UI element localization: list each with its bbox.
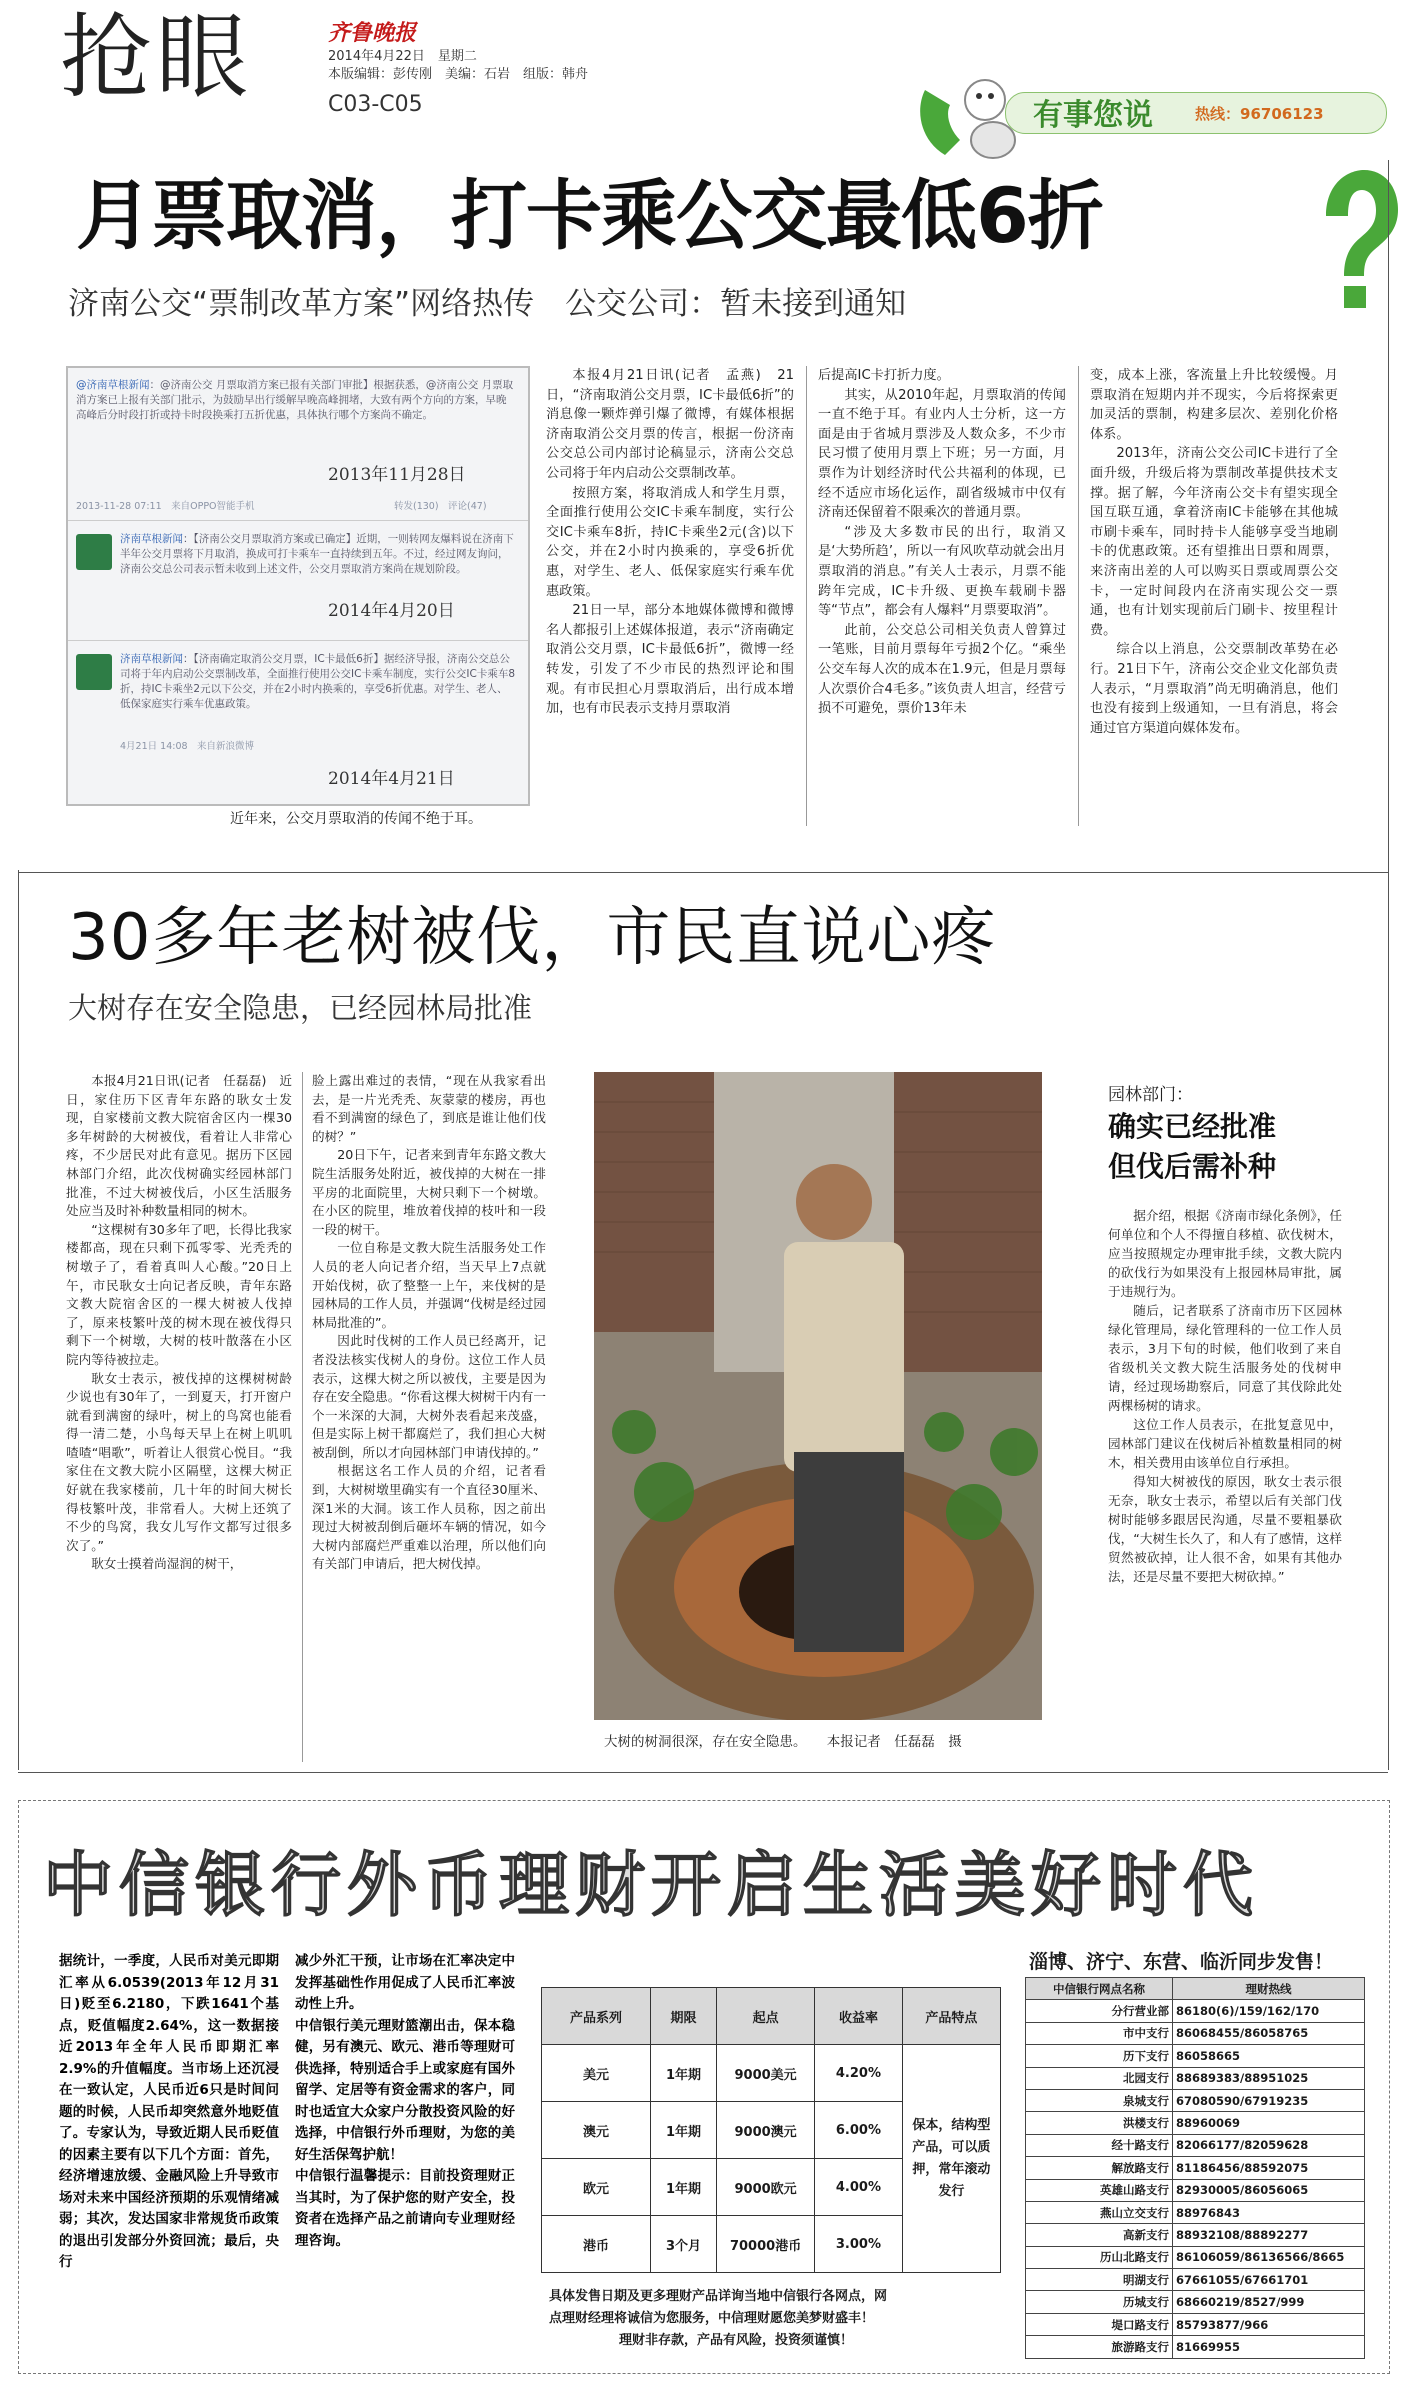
table-row: [1026, 2112, 1365, 2134]
avatar: [76, 654, 112, 690]
weibo-username: 济南草根新闻: [120, 653, 183, 665]
table-cell: 1年期: [651, 2159, 717, 2216]
branches-title: 淄博、济宁、东营、临沂同步发售！: [1029, 1951, 1334, 1973]
table-row: [542, 1988, 1001, 2045]
table-row: [1026, 2291, 1365, 2313]
branch-name: 市中支行: [1026, 2022, 1173, 2044]
page-rule: [1388, 160, 1389, 1770]
table-cell: 1年期: [651, 2102, 717, 2159]
paragraph: 本报4月21日讯(记者 任磊磊) 近日，家住历下区青年东路的耿女士发现，自家楼前文教大院宿舍区内一棵30多年树龄的大树被伐，看着让人非常心疼，不少居民对此有意见。据历下区园林部门介绍，此次伐树确实经园林部门批准，不过大树被伐后，小区生活服务处应当及时补种数量相同的树木。: [66, 1073, 292, 1219]
hotline-block: [905, 60, 1385, 170]
story2-subhead: 大树存在安全隐患，已经园林局批准: [68, 991, 533, 1025]
product-table: [541, 1987, 1001, 2273]
table-row: [1026, 2313, 1365, 2335]
table-row: [1026, 1978, 1365, 2000]
paragraph: 一位自称是文教大院生活服务处工作人员的老人向记者介绍，当天早上7点就开始伐树，砍了整整一上午，来伐树的是园林局的工作人员，并强调“伐树是经过园林局批准的”。: [312, 1240, 546, 1330]
table-header: 收益率: [815, 1988, 902, 2045]
weibo-meta: 转发(130) 评论(47): [394, 501, 487, 512]
branch-hotline: 88976843: [1173, 2201, 1365, 2223]
story2-col1: [66, 1072, 292, 1762]
section-divider: [18, 1772, 1388, 1773]
branch-name: 历下支行: [1026, 2045, 1173, 2067]
branch-hotline: 82066177/82059628: [1173, 2134, 1365, 2156]
weibo-username: @济南草根新闻: [76, 379, 150, 391]
editor-line: 本版编辑：彭传刚 美编：石岩 组版：韩舟: [328, 67, 589, 82]
table-row: [1026, 2246, 1365, 2268]
branch-hotline: 81669955: [1173, 2336, 1365, 2358]
branch-name: 历山北路支行: [1026, 2246, 1173, 2268]
branch-name: 分行营业部: [1026, 2000, 1173, 2022]
branch-hotline: 67661055/67661701: [1173, 2269, 1365, 2291]
table-cell: 9000澳元: [716, 2102, 814, 2159]
table-row: [1026, 2000, 1365, 2022]
table-row: [1026, 2067, 1365, 2089]
branch-name: 历城支行: [1026, 2291, 1173, 2313]
paragraph: 耿女士表示，被伐掉的这棵树树龄少说也有30年了，一到夏天，打开窗户就看到满窗的绿叶，树上的鸟窝也能看得一清二楚，小鸟每天早上在树上叽叽喳喳“唱歌”，听着让人很赏心悦目。“我家住在文教大院小区隔壁，这棵大树正好就在我家楼前，几十年的时间大树长得枝繁叶茂，非常看人。大树上还筑了不少的鸟窝，我女儿写作文都写过很多次了。”: [66, 1370, 292, 1553]
branch-hotline: 85793877/966: [1173, 2313, 1365, 2335]
table-row: [542, 2045, 1001, 2102]
paragraph: 这位工作人员表示，在批复意见中，园林部门建议在伐树后补植数量相同的树木，相关费用由该单位自行承担。: [1108, 1417, 1342, 1470]
table-cell: 70000港币: [716, 2216, 814, 2273]
column-divider: [302, 1072, 303, 1762]
column-divider: [1078, 366, 1079, 826]
ad-footnote: 理财非存款，产品有风险，投资须谨慎！: [619, 2333, 854, 2348]
ad-footnote: 具体发售日期及更多理财产品详询当地中信银行各网点，网: [549, 2289, 888, 2304]
paragraph: 综合以上消息，公交票制改革势在必行。21日下午，济南公交企业文化部负责人表示，“月票取消”尚无明确消息，他们也没有接到上级通知，一旦有消息，将会通过官方渠道向媒体发布。: [1090, 642, 1338, 736]
hotline-number: 96706123: [1240, 105, 1324, 123]
branch-name: 泉城支行: [1026, 2089, 1173, 2111]
page-rule: [18, 870, 19, 1770]
table-header: 理财热线: [1173, 1978, 1365, 2000]
weibo-screenshot: [66, 366, 530, 806]
table-cell: 9000美元: [716, 2045, 814, 2102]
divider: [68, 640, 528, 641]
weibo-text: ：@济南公交 月票取消方案已报有关部门审批】根据获悉，@济南公交 月票取消方案已上报有关部门批示，为鼓励早出行缓解早晚高峰拥堵，大致有两个方向的方案，早晚高峰后分时段打折或持卡时段换乘打五折优惠，具体执行哪个方案尚不确定。: [76, 379, 514, 421]
sidebar-headline: 确实已经批准: [1108, 1110, 1277, 1143]
paragraph: 21日一早，部分本地媒体微博和微博名人都报引上述媒体报道，表示“济南确定取消公交月票，IC卡最低6折”，微博一经转发，引发了不少市民的热烈评论和围观。有市民担心月票取消后，出行成本增加，也有市民表示支持月票取消: [546, 603, 794, 717]
branch-name: 旅游路支行: [1026, 2336, 1173, 2358]
story1-headline: 月票取消，打卡乘公交最低6折: [76, 171, 1103, 260]
weibo-text: ：【济南确定取消公交月票，IC卡最低6折】据经济导报，济南公交总公司将于年内启动公交票制改革，全面推行使用公交IC卡乘车制度，实行公交IC卡乘车8折，持IC卡乘坐2元以下公交，并在2小时内换乘的，享受6折优惠。对学生、老人、低保家庭实行乘车优惠政策。: [120, 653, 516, 710]
paragraph: “涉及大多数市民的出行，取消又是‘大势所趋’，所以一有风吹草动就会出月票取消的消息。”有关人士表示，月票不能跨年完成，IC卡升级、更换车载刷卡器等“节点”，都会有人爆料“月票要取消”。: [818, 524, 1066, 619]
paragraph: 变，成本上涨，客流量上升比较缓慢。月票取消在短期内并不现实，今后将探索更加灵活的票制，构建多层次、差别化价格体系。: [1090, 368, 1338, 442]
table-header: 期限: [651, 1988, 717, 2045]
section-divider: [18, 872, 1388, 873]
hotline-number-line: [1195, 103, 1324, 124]
weibo-date: 2014年4月20日: [328, 601, 455, 621]
branch-hotline: 67080590/67919235: [1173, 2089, 1365, 2111]
table-cell: 3.00%: [815, 2216, 902, 2273]
paragraph: 耿女士摸着尚湿润的树干，: [91, 1556, 243, 1572]
ad-title: 中信银行外币理财开启生活美好时代: [43, 1844, 1259, 1926]
bank-advertisement: [18, 1800, 1390, 2374]
table-row: [1026, 2157, 1365, 2179]
branch-hotline: 86106059/86136566/8665: [1173, 2246, 1365, 2268]
ad-col1: 据统计，一季度，人民币对美元即期汇率从6.0539(2013年12月31日)贬至6.2180，下跌1641个基点，贬值幅度2.64%，这一数据接近2013年全年人民币即期汇率2.9%的升值幅度。当市场上还沉浸在一致认定，人民币近6只是时间问题的时候，人民币却突然意外地贬值了。专家认为，导致近期人民币贬值的因素主要有以下几个方面：首先，经济增速放缓、金融风险上升导致市场对未来中国经济预期的乐观情绪减弱；其次，发达国家非常规货币政策的退出引发部分外资回流；最后，央行: [59, 1953, 279, 2270]
weibo-caption: 近年来，公交月票取消的传闻不绝于耳。: [230, 811, 482, 827]
branch-hotline: 68660219/8527/999: [1173, 2291, 1365, 2313]
paragraph: 其实，从2010年起，月票取消的传闻一直不绝于耳。有业内人士分析，这一方面是由于省城月票涉及人数众多，不少市民习惯了使用月票上下班；另一方面，月票作为计划经济时代公共福利的体现，已经不适应市场化运作，副省级城市中仅有济南还保留着不限乘次的普通月票。: [818, 387, 1066, 521]
table-header: 中信银行网点名称: [1026, 1978, 1173, 2000]
table-header: 产品特点: [902, 1988, 1000, 2045]
table-header: 起点: [716, 1988, 814, 2045]
weibo-post: [120, 532, 516, 577]
branch-name: 堤口路支行: [1026, 2313, 1173, 2335]
paragraph: 随后，记者联系了济南市历下区园林绿化管理局，绿化管理科的一位工作人员表示，3月下旬的时候，他们收到了来自省级机关文教大院生活服务处的伐树申请，经过现场勘察后，同意了其伐除此处两棵杨树的请求。: [1108, 1303, 1342, 1413]
section-title: 抢眼: [60, 4, 253, 111]
branch-name: 高新支行: [1026, 2224, 1173, 2246]
table-row: [1026, 2022, 1365, 2044]
branch-hotline: 86068455/86058765: [1173, 2022, 1365, 2044]
table-cell: 1年期: [651, 2045, 717, 2102]
story1-col2: [818, 366, 1066, 826]
ad-footnote: 点理财经理将诚信为您服务，中信理财愿您美梦财盛丰！: [549, 2311, 875, 2326]
story1-col1: [546, 366, 794, 826]
table-row: [1026, 2201, 1365, 2223]
branch-table: [1025, 1977, 1365, 2359]
table-cell: 保本，结构型产品，可以质押，常年滚动发行: [902, 2045, 1000, 2273]
branch-hotline: 82930005/86056065: [1173, 2179, 1365, 2201]
weibo-text: ：【济南公交月票取消方案或已确定】近期，一则转网友爆料说在济南下半年公交月票将下月取消，换成可打卡乘车一直持续到五年。不过，经过网友询问，济南公交总公司表示暂未收到上述文件，公交月票取消方案尚在规划阶段。: [120, 533, 514, 575]
table-row: [1026, 2089, 1365, 2111]
paragraph: 2013年，济南公交公司IC卡进行了全面升级，升级后将为票制改革提供技术支撑。据了解，今年济南公交卡有望实现全国互联互通，拿着济南IC卡能够在其他城市刷卡乘车，同时持卡人能够享受当地刷卡的优惠政策。还有望推出日票和周票，来济南出差的人可以购买日票或周票公交卡，一定时间段内在济南实现公交一票通，也有计划实现前后门刷卡、按里程计费。: [1090, 446, 1338, 638]
story2-headline: 30多年老树被伐，市民直说心疼: [68, 901, 997, 975]
table-row: [1026, 2134, 1365, 2156]
paragraph: 本报4月21日讯(记者 孟燕) 21日，“济南取消公交月票，IC卡最低6折”的消息像一颗炸弹引爆了微博，有媒体根据济南取消公交月票的传言，根据一份济南公交总公司内部讨论稿显示，济南公交总公司将于年内启动公交票制改革。: [546, 368, 794, 481]
table-cell: 9000欧元: [716, 2159, 814, 2216]
branch-hotline: 88960069: [1173, 2112, 1365, 2134]
table-row: [1026, 2179, 1365, 2201]
table-cell: 港币: [542, 2216, 651, 2273]
table-header: 产品系列: [542, 1988, 651, 2045]
table-row: [1026, 2269, 1365, 2291]
story1-col3: [1090, 366, 1338, 826]
branch-hotline: 86058665: [1173, 2045, 1365, 2067]
table-cell: 6.00%: [815, 2102, 902, 2159]
story2-col2: [312, 1072, 546, 1762]
weibo-post: [76, 378, 516, 423]
page-range: C03-C05: [328, 92, 423, 117]
paragraph: 得知大树被伐的原因，耿女士表示很无奈，耿女士表示，希望以后有关部门伐树时能够多跟居民沟通，尽量不要粗暴砍伐，“大树生长久了，和人有了感情，这样贸然被砍掉，让人很不舍，如果有其他办法，还是尽量不要把大树砍掉。”: [1108, 1474, 1342, 1584]
table-row: [1026, 2336, 1365, 2358]
tree-stump-photo: [594, 1072, 1042, 1720]
newspaper-brand: 齐鲁晚报: [328, 21, 417, 46]
paragraph: 据介绍，根据《济南市绿化条例》，任何单位和个人不得擅自移植、砍伐树木，应当按照规定办理审批手续，文教大院内的砍伐行为如果没有上报园林局审批，属于违规行为。: [1108, 1208, 1342, 1299]
weibo-date: 2013年11月28日: [328, 465, 466, 485]
branch-name: 明湖支行: [1026, 2269, 1173, 2291]
table-row: [1026, 2045, 1365, 2067]
paragraph: 20日下午，记者来到青年东路文教大院生活服务处附近，被伐掉的大树在一排平房的北面院里，大树只剩下一个树墩。在小区的院里，堆放着伐掉的枝叶和一段一段的树干。: [312, 1147, 546, 1237]
weibo-username: 济南草根新闻: [120, 533, 183, 545]
branch-name: 北园支行: [1026, 2067, 1173, 2089]
paragraph: “这棵树有30多年了吧，长得比我家楼都高，现在只剩下孤零零、光秃秃的树墩子了，看着真叫人心酸。”20日上午，市民耿女士向记者反映，青年东路文教大院宿舍区的一棵大树被人伐掉了，原来枝繁叶茂的树木现在被伐得只剩下一个树墩，大树的枝叶散落在小区院内等待被拉走。: [66, 1221, 292, 1367]
paragraph: 按照方案，将取消成人和学生月票，全面推行使用公交IC卡乘车制度，实行公交IC卡乘车8折，持IC卡乘坐2元(含)以下公交，并在2小时内换乘的，享受6折优惠，对学生、老人、低保家庭实行乘车优惠政策。: [546, 485, 794, 599]
avatar: [76, 534, 112, 570]
paragraph: 因此时伐树的工作人员已经离开，记者没法核实伐树人的身份。这位工作人员表示，这棵大树之所以被伐，主要是因为存在安全隐患。“你看这棵大树树干内有一个一米深的大洞，大树外表看起来茂盛，但是实际上树干都腐烂了，我们担心大树被刮倒，所以才向园林部门申请伐掉的。”: [312, 1333, 546, 1460]
divider: [68, 520, 528, 521]
paragraph: 脸上露出难过的表情，“现在从我家看出去，是一片光秃秃、灰蒙蒙的楼房，再也看不到满窗的绿色了，到底是谁让他们伐的树？”: [312, 1073, 546, 1144]
branch-hotline: 88689383/88951025: [1173, 2067, 1365, 2089]
table-cell: 美元: [542, 2045, 651, 2102]
branch-name: 经十路支行: [1026, 2134, 1173, 2156]
hotline-title: 有事您说: [1033, 98, 1153, 133]
branch-hotline: 88932108/88892277: [1173, 2224, 1365, 2246]
table-row: [1026, 2224, 1365, 2246]
weibo-post: [120, 652, 516, 712]
hotline-label: 热线：: [1195, 105, 1241, 123]
story1-subhead: 济南公交“票制改革方案”网络热传 公交公司：暂未接到通知: [68, 286, 907, 322]
table-cell: 4.00%: [815, 2159, 902, 2216]
branch-name: 燕山立交支行: [1026, 2201, 1173, 2223]
paragraph: 根据这名工作人员的介绍，记者看到，大树树墩里确实有一个直径30厘米、深1米的大洞。该工作人员称，因之前出现过大树被刮倒后砸坏车辆的情况，如今大树内部腐烂严重难以治理，所以他们向有关部门申请后，把大树伐掉。: [312, 1463, 546, 1572]
paragraph: 此前，公交总公司相关负责人曾算过一笔账，目前月票每年亏损2个亿。“乘坐公交车每人次的成本在1.9元，但是月票每人次票价合4毛多。”该负责人坦言，经营亏损不可避免，票价13年未: [818, 622, 1066, 717]
branch-hotline: 86180(6)/159/162/170: [1173, 2000, 1365, 2022]
table-cell: 3个月: [651, 2216, 717, 2273]
column-divider: [806, 366, 807, 826]
table-cell: 澳元: [542, 2102, 651, 2159]
branch-name: 洪楼支行: [1026, 2112, 1173, 2134]
weibo-meta: 4月21日 14:08 来自新浪微博: [120, 741, 255, 752]
weibo-meta: 2013-11-28 07:11 来自OPPO智能手机: [76, 501, 255, 512]
branch-name: 解放路支行: [1026, 2157, 1173, 2179]
sidebar-kicker: 园林部门：: [1108, 1085, 1193, 1105]
branch-hotline: 81186456/88592075: [1173, 2157, 1365, 2179]
issue-date: 2014年4月22日 星期二: [328, 49, 477, 64]
weibo-date: 2014年4月21日: [328, 769, 455, 789]
sidebar-col: [1108, 1206, 1342, 1766]
ad-col2: 减少外汇干预，让市场在汇率决定中发挥基础性作用促成了人民币汇率波动性上升。 中信银行美元理财篮潮出击，保本稳健，另有澳元、欧元、港币等理财可供选择，特别适合手上或家庭有国外留学、定居等有资金需求的客户，同时也适宜大众家户分散投资风险的好选择，中信银行外币理财，为您的美好生活保驾护航！ 中信银行温馨提示：目前投资理财正当其时，为了保护您的财产安全，投资者在选择产品之前请向专业理财经理咨询。: [295, 1953, 515, 2249]
paragraph: 后提高IC卡打折力度。: [818, 368, 950, 383]
photo-caption: 大树的树洞很深，存在安全隐患。 本报记者 任磊磊 摄: [604, 1734, 962, 1750]
table-cell: 欧元: [542, 2159, 651, 2216]
sidebar-headline: 但伐后需补种: [1108, 1150, 1277, 1183]
branch-name: 英雄山路支行: [1026, 2179, 1173, 2201]
table-cell: 4.20%: [815, 2045, 902, 2102]
